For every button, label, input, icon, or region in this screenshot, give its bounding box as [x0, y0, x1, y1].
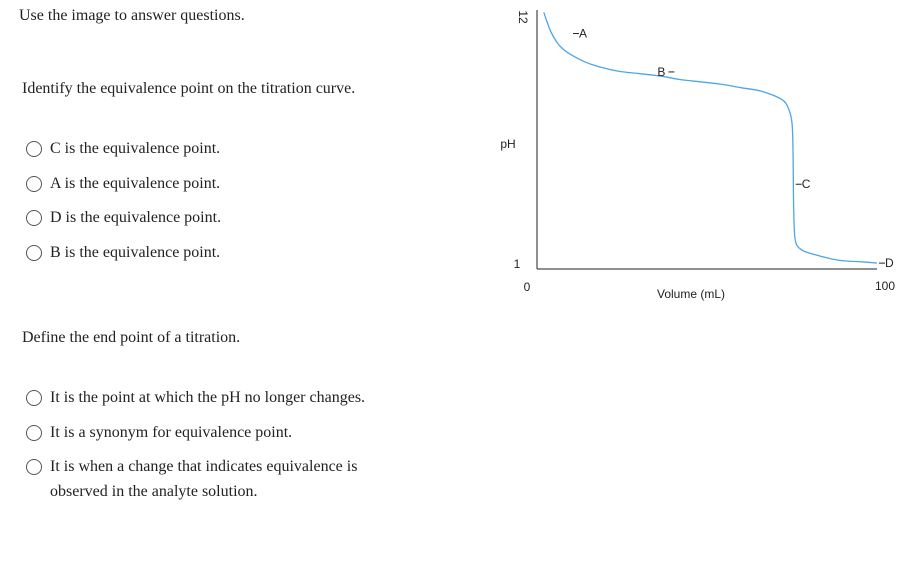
point-label-a	[573, 27, 587, 41]
radio-button[interactable]	[26, 245, 42, 261]
radio-button[interactable]	[26, 390, 42, 406]
x-axis-label: Volume (mL)	[656, 287, 726, 301]
q2-option-synonym[interactable]	[26, 420, 405, 445]
radio-button[interactable]	[26, 176, 42, 192]
point-label-d-text: D	[885, 256, 894, 271]
y-tick-top: 12	[516, 10, 530, 24]
q1-option-c[interactable]	[26, 136, 405, 161]
radio-button[interactable]	[26, 141, 42, 157]
q2-option-observed-change[interactable]	[26, 454, 405, 504]
radio-button[interactable]	[26, 210, 42, 226]
point-label-b-text: B	[657, 64, 666, 79]
question-1-prompt: Identify the equivalence point on the titration curve.	[22, 80, 356, 97]
q2-option-1-label: It is the point at which the pH no longer changes.	[50, 389, 366, 406]
point-labels	[573, 27, 894, 271]
q2-option-no-change[interactable]	[26, 385, 405, 410]
point-label-c-text: C	[801, 177, 811, 192]
point-label-c	[796, 177, 811, 191]
instructions: Use the image to answer questions.	[19, 7, 245, 24]
x-tick-right: 100	[874, 279, 896, 293]
q1-option-c-label: C is the equivalence point.	[50, 140, 221, 157]
y-axis-label: pH	[500, 137, 516, 151]
point-label-d	[879, 256, 894, 270]
q1-option-b[interactable]	[26, 240, 405, 265]
q1-option-d-label: D is the equivalence point.	[50, 209, 222, 226]
q1-option-a-label: A is the equivalence point.	[50, 175, 221, 192]
question-2-prompt: Define the end point of a titration.	[22, 329, 241, 346]
q2-option-2-label: It is a synonym for equivalence point.	[50, 424, 293, 441]
q2-option-3-label: It is when a change that indicates equivalence is observed in the analyte solution.	[50, 458, 358, 500]
radio-button[interactable]	[26, 425, 42, 441]
q1-option-b-label: B is the equivalence point.	[50, 244, 221, 261]
radio-button[interactable]	[26, 459, 42, 475]
q1-option-d[interactable]	[26, 205, 405, 230]
titration-curve-chart	[480, 0, 919, 320]
titration-curve-line	[544, 12, 877, 263]
y-tick-bottom: 1	[513, 257, 521, 271]
q1-option-a[interactable]	[26, 171, 405, 196]
x-tick-left: 0	[523, 280, 531, 294]
point-label-a-text: A	[579, 26, 588, 41]
